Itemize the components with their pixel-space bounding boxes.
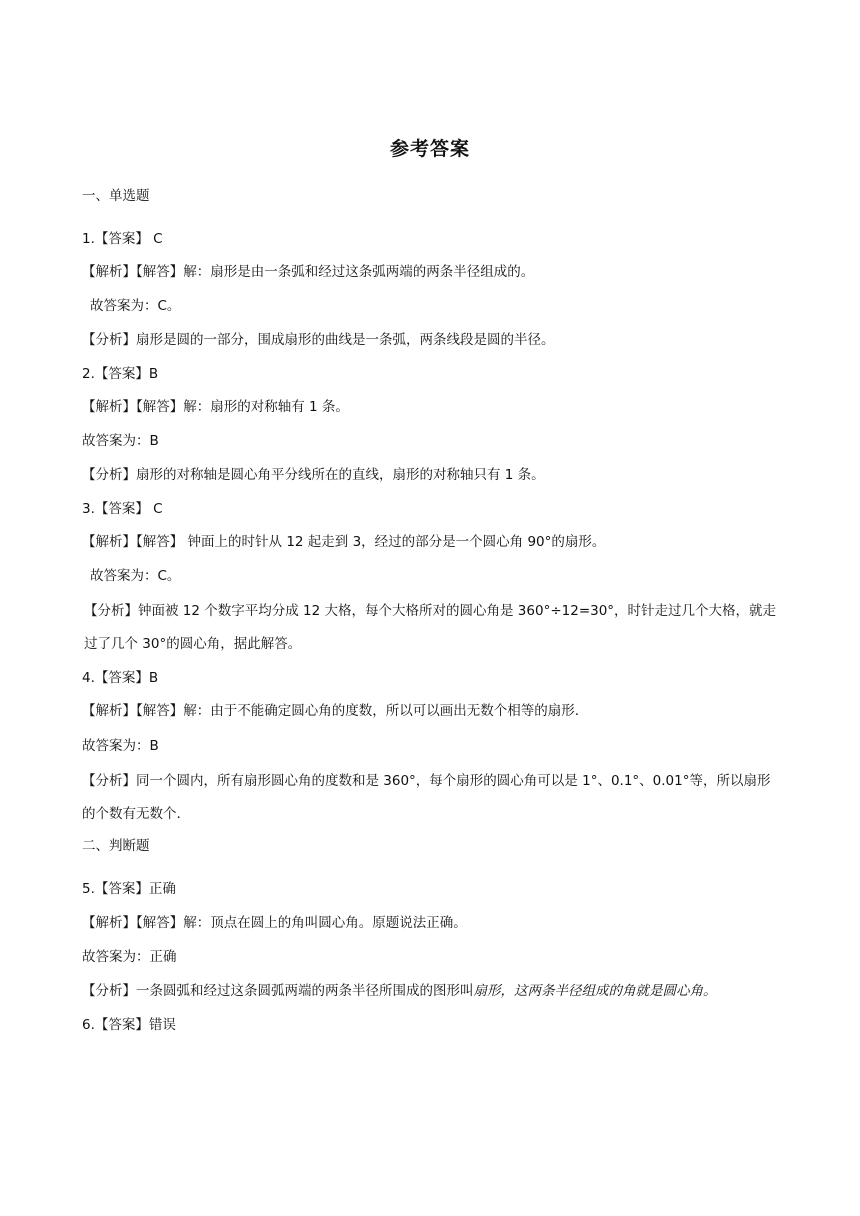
q4-analysis: 【分析】同一个圆内，所有扇形圆心角的度数和是 360°，每个扇形的圆心角可以是 1°、0.1°、0.01°等，所以扇形的个数有无数个. (82, 773, 771, 822)
q3-conclusion: 故答案为：C。 (90, 568, 181, 584)
q5-answer: 5.【答案】正确 (82, 881, 176, 897)
q5-analysis-italic-text: 扇形，这两条半径组成的角就是圆心角。 (473, 983, 717, 999)
q2-analysis: 【分析】扇形的对称轴是圆心角平分线所在的直线，扇形的对称轴只有 1 条。 (82, 467, 545, 483)
q5-explanation: 【解析】【解答】解：顶点在圆上的角叫圆心角。原题说法正确。 (82, 915, 467, 931)
q3-answer: 3.【答案】 C (82, 501, 163, 517)
q2-conclusion: 故答案为：B (82, 433, 159, 449)
q5-analysis-text: 【分析】一条圆弧和经过这条圆弧两端的两条半径所围成的图形叫 (82, 983, 474, 999)
q4-answer: 4.【答案】B (82, 670, 159, 686)
q5-analysis (82, 981, 717, 1001)
q1-conclusion: 故答案为：C。 (90, 298, 181, 314)
q4-conclusion: 故答案为：B (82, 738, 159, 754)
section-heading-single-choice: 一、单选题 (82, 188, 150, 204)
section-heading-true-false: 二、判断题 (82, 838, 150, 854)
q2-answer: 2.【答案】B (82, 366, 159, 382)
q4-explanation: 【解析】【解答】解：由于不能确定圆心角的度数，所以可以画出无数个相等的扇形. (82, 703, 580, 719)
page-title: 参考答案 (389, 138, 470, 160)
q3-analysis: 【分析】钟面被 12 个数字平均分成 12 大格，每个大格所对的圆心角是 360°÷12=30°，时针走过几个大格，就走过了几个 30°的圆心角，据此解答。 (84, 603, 777, 652)
q6-answer: 6.【答案】错误 (82, 1017, 176, 1033)
q1-answer: 1.【答案】 C (82, 231, 163, 247)
q5-conclusion: 故答案为：正确 (82, 949, 177, 965)
q1-analysis: 【分析】扇形是圆的一部分，围成扇形的曲线是一条弧，两条线段是圆的半径。 (82, 332, 555, 348)
q1-explanation: 【解析】【解答】解：扇形是由一条弧和经过这条弧两端的两条半径组成的。 (82, 264, 535, 280)
q2-explanation: 【解析】【解答】解：扇形的对称轴有 1 条。 (82, 399, 349, 415)
q3-explanation: 【解析】【解答】 钟面上的时针从 12 起走到 3，经过的部分是一个圆心角 90°的扇形。 (82, 534, 606, 550)
